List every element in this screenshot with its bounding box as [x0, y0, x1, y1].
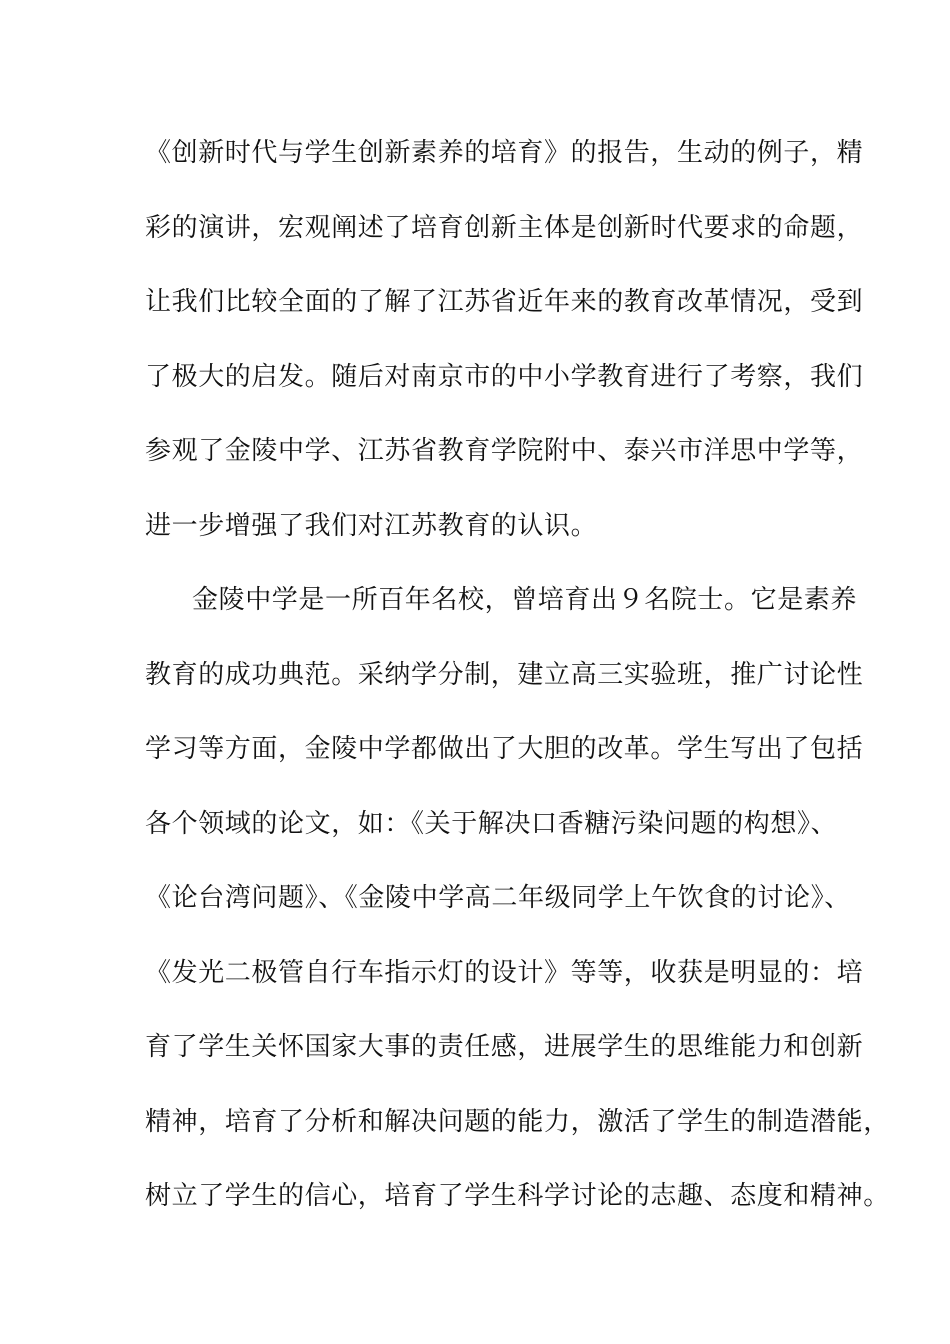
text-line: 树立了学生的信心，培育了学生科学讨论的志趣、态度和精神。	[145, 1181, 890, 1211]
text-line: 育了学生关怀国家大事的责任感，进展学生的思维能力和创新	[145, 1032, 864, 1062]
text-line: 教育的成功典范。采纳学分制，建立高三实验班，推广讨论性	[145, 659, 864, 690]
text-line: 《创新时代与学生创新素养的培育》的报告，生动的例子，精	[145, 138, 864, 168]
body-text	[145, 127, 890, 1245]
text-line: 进一步增强了我们对江苏教育的认识。	[145, 510, 598, 541]
text-line: 了极大的启发。随后对南京市的中小学教育进行了考察，我们	[145, 361, 864, 392]
paragraph-first-line: 金陵中学是一所百年名校，曾培育出９名院士。它是素养	[192, 585, 858, 615]
text-line: 让我们比较全面的了解了江苏省近年来的教育改革情况，受到	[145, 287, 864, 317]
text-line: 精神，培育了分析和解决问题的能力，激活了学生的制造潜能，	[145, 1106, 890, 1137]
text-line: 《发光二极管自行车指示灯的设计》等等，收获是明显的：培	[145, 957, 864, 988]
text-line: 参观了金陵中学、江苏省教育学院附中、泰兴市洋思中学等，	[145, 436, 864, 466]
text-line: 《论台湾问题》、《金陵中学高二年级同学上午饮食的讨论》、	[145, 883, 851, 913]
text-line: 各个领域的论文，如：《关于解决口香糖污染问题的构想》、	[145, 808, 838, 839]
text-line: 学习等方面，金陵中学都做出了大胆的改革。学生写出了包括	[145, 734, 864, 764]
text-line: 彩的演讲，宏观阐述了培育创新主体是创新时代要求的命题，	[145, 212, 864, 243]
